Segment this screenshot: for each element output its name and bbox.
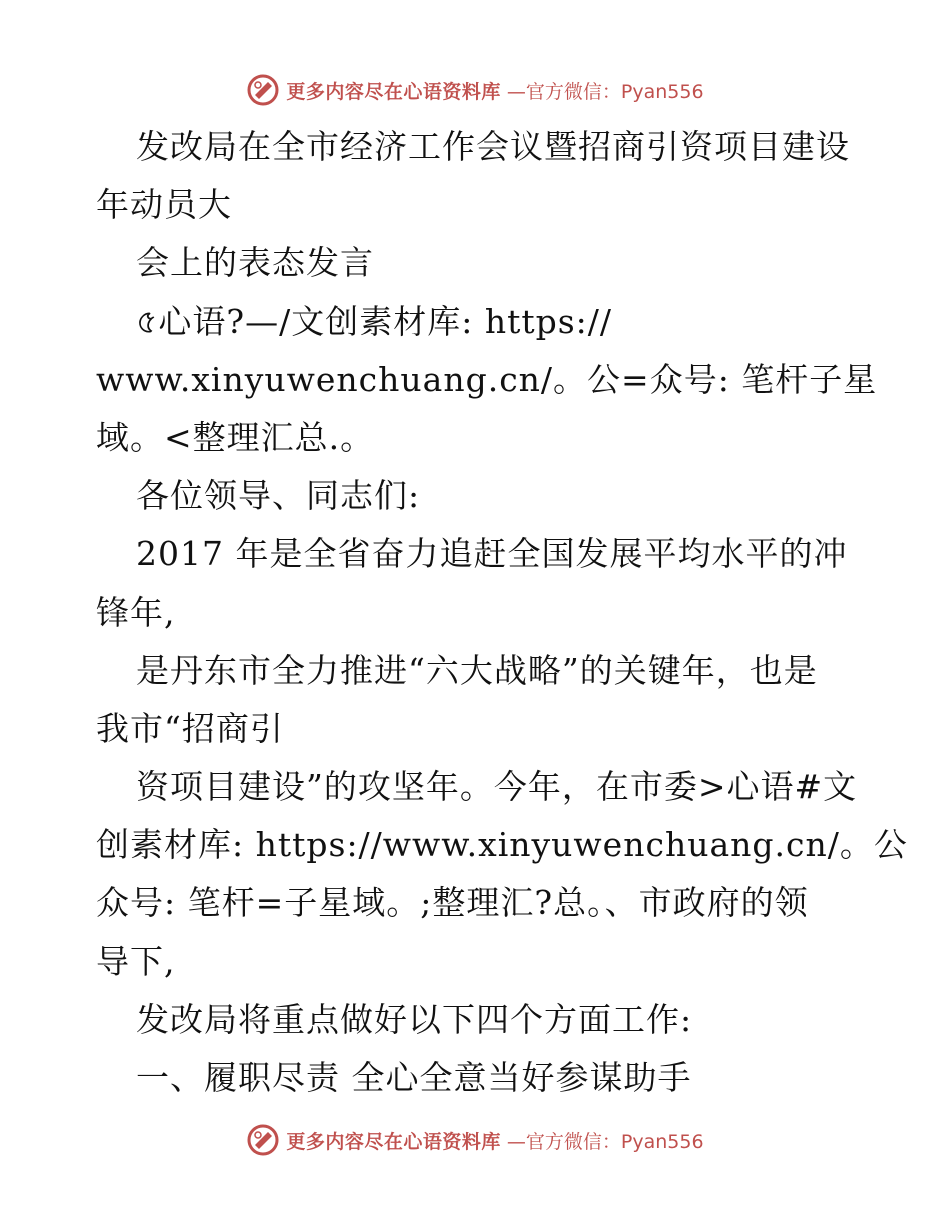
watermark-footer — [0, 1120, 950, 1160]
text-line: 创素材库: https://www.xinyuwenchuang.cn/。公 — [96, 825, 908, 865]
text-line: 锋年, — [96, 592, 176, 632]
text-line: 发改局将重点做好以下四个方面工作: — [136, 999, 693, 1039]
document-body — [96, 118, 908, 1107]
text-line: 我市“招商引 — [96, 708, 284, 748]
text-line: www.xinyuwenchuang.cn/。公=众号: 笔杆子星 — [96, 359, 878, 399]
text-line: 会上的表态发言 — [136, 243, 374, 283]
text-line: 发改局在全市经济工作会议暨招商引资项目建设 — [136, 127, 850, 166]
text-line: 域。<整理汇总.。 — [96, 417, 375, 457]
watermark-footer-inner — [246, 1123, 703, 1157]
text-line: 一、履职尽责 全心全意当好参谋助手 — [136, 1058, 692, 1097]
text-line: 众号: 笔杆=子星域。;整理汇?总。、市政府的领 — [96, 883, 809, 923]
watermark-header-sub: —官方微信：Pyan556 — [506, 80, 704, 103]
watermark-header — [0, 70, 950, 110]
logo-icon — [246, 73, 280, 107]
text-line: ৫心语?—/文创素材库: https:// — [136, 301, 613, 341]
text-line: 各位领导、同志们: — [136, 476, 421, 516]
text-line: 资项目建设”的攻坚年。今年，在市委>心语#文 — [136, 767, 858, 807]
text-line: 2017 年是全省奋力追赶全国发展平均水平的冲 — [136, 534, 848, 574]
watermark-footer-title: 更多内容尽在心语资料库 — [286, 1130, 501, 1153]
text-line: 年动员大 — [96, 185, 232, 225]
text-line: 是丹东市全力推进“六大战略”的关键年，也是 — [136, 650, 818, 690]
text-line: 导下, — [96, 941, 176, 981]
watermark-footer-sub: —官方微信：Pyan556 — [506, 1130, 704, 1153]
logo-icon — [246, 1123, 280, 1157]
watermark-header-title: 更多内容尽在心语资料库 — [286, 80, 501, 103]
watermark-header-inner — [246, 73, 703, 107]
